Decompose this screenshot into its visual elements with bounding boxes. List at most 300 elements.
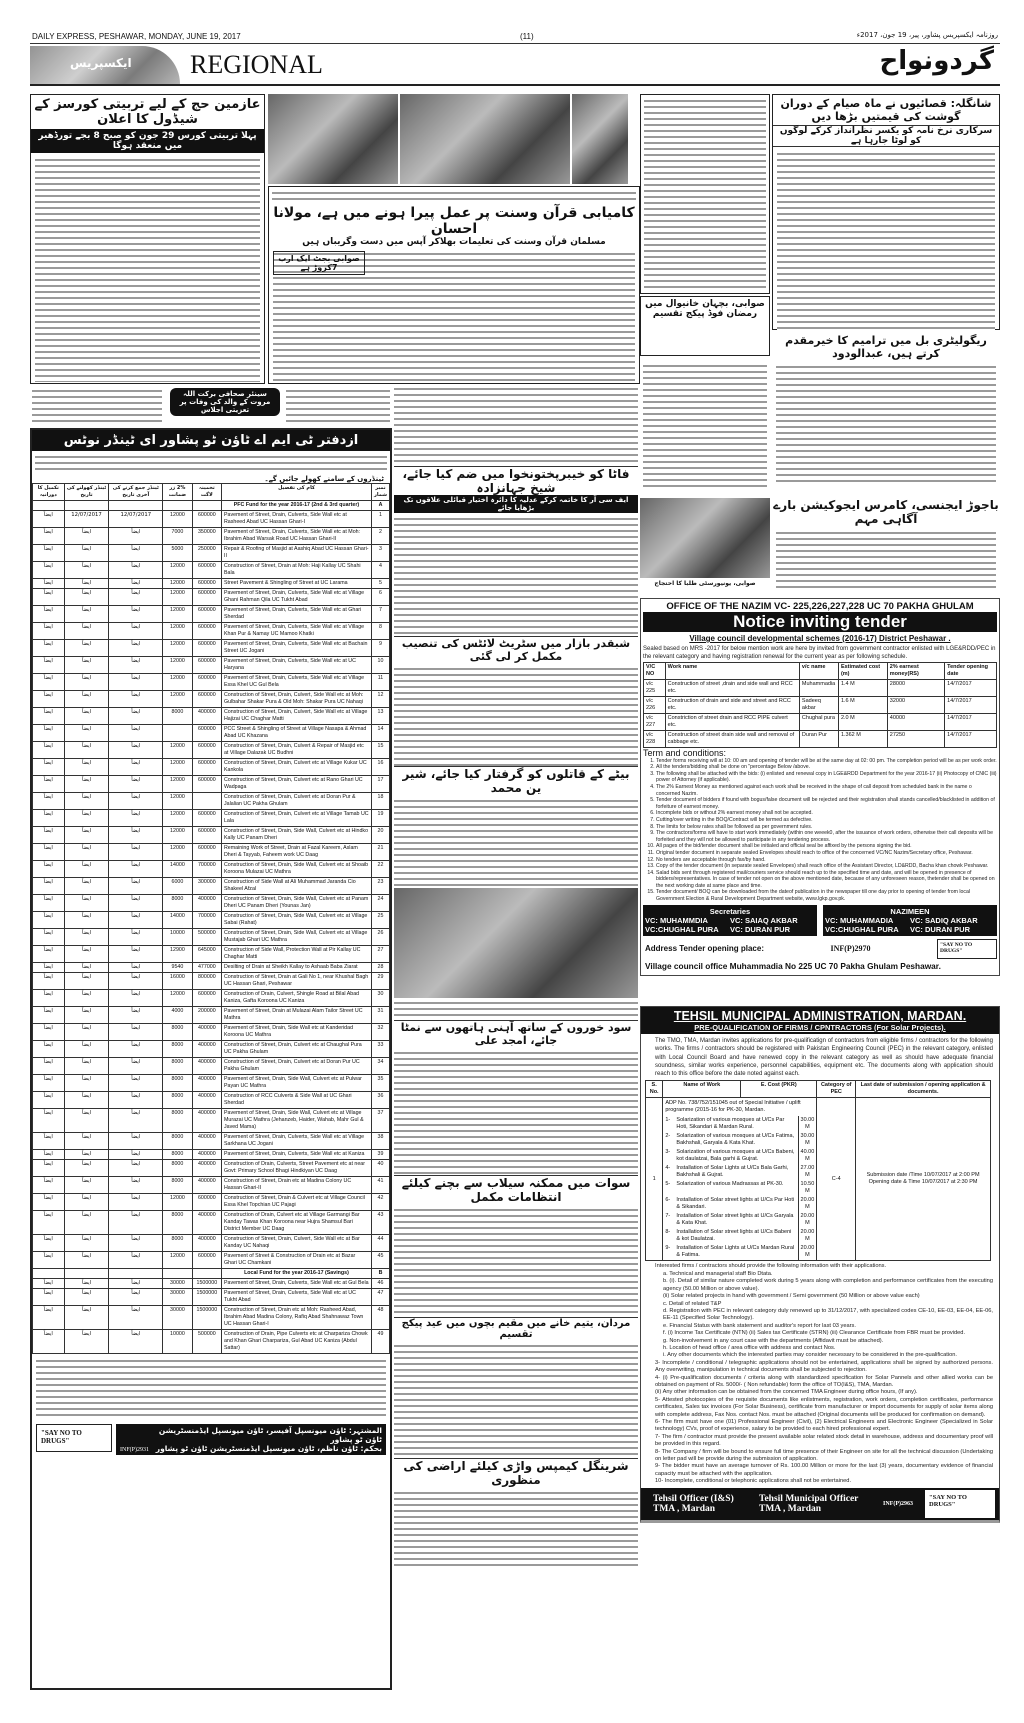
work-row (663, 1212, 816, 1228)
inf-number: INF(P)2963 (883, 1500, 913, 1507)
opening-date: ایضاً (64, 1075, 109, 1092)
term-item: 11. Original tender document in separate sealed Envelopes should reach to office of the concerned VC/NC Nazim/Secretary office, Peshawar. (656, 850, 997, 857)
column-header: 2% earnest money(RS) (887, 662, 944, 679)
opening-date: ایضاً (64, 1024, 109, 1041)
notice-title: ازدفتر ٹی ایم اے ٹاؤن ٹو پشاور ای ٹینڈر نوٹس (32, 430, 390, 451)
column-header: نمبر شمار (371, 484, 389, 501)
work-name: Construction of Drain, Pipe Culverts etc at Charpariza Chowk and Khan Ghari Charpariza, Gul Abad UC Kaniza (Abdul Sattar) (221, 1330, 371, 1354)
vc-name: Duran Pur (799, 730, 838, 747)
earnest-money: 10000 (163, 929, 193, 946)
work-row (663, 1180, 816, 1196)
completion-period: ایضاً (33, 1058, 65, 1075)
table-row (33, 1211, 390, 1235)
work-row (663, 1196, 816, 1212)
headline: عازمین حج کے لیے تربیتی کورسز کے شیڈول کا اعلان (34, 97, 261, 127)
opening-date: ایضاً (64, 1041, 109, 1058)
row-number: 25 (371, 912, 389, 929)
earnest-money: 8000 (163, 708, 193, 725)
submission-date: ایضاً (109, 623, 163, 640)
opening-date: ایضاً (64, 725, 109, 742)
earnest-money: 12000 (163, 623, 193, 640)
completion-period: ایضاً (33, 1289, 65, 1306)
estimated-cost: 600000 (192, 623, 221, 640)
work-number: 8- (665, 1229, 671, 1236)
vc-number: v/c 228 (644, 730, 666, 747)
work-name: Construction of Street, Drain, Culvert etc at Doran Pur UC Pakha Ghulam (221, 1058, 371, 1075)
earnest-money: 8000 (163, 1041, 193, 1058)
opening-date: ایضاً (64, 1289, 109, 1306)
row-number: 12 (371, 691, 389, 708)
submission-date: ایضاً (109, 759, 163, 776)
vc-number: v/c 227 (644, 713, 666, 730)
work-number: 6- (665, 1197, 671, 1204)
earnest-money: 12000 (163, 759, 193, 776)
work-name: Street Pavement & Shingling of Street at UC Larama (221, 579, 371, 589)
completion-period: ایضاً (33, 946, 65, 963)
table-row (33, 674, 390, 691)
completion-period: ایضاً (33, 589, 65, 606)
completion-period: ایضاً (33, 990, 65, 1007)
subheadline: پہلا تربیتی کورس 29 جون کو صبح 8 بجے تورڈھیر میں منعقد ہوگا (31, 129, 264, 153)
column-header: Work name (665, 662, 799, 679)
table-row (33, 1058, 390, 1075)
column-header: Name of Work (663, 1081, 741, 1098)
estimated-cost: 477000 (192, 963, 221, 973)
opening-date: ایضاً (64, 990, 109, 1007)
work-name: Construction of street ,drain and side wall and RCC etc. (665, 679, 799, 696)
completion-period: ایضاً (33, 1177, 65, 1194)
work-name: Pavement of Street, Drain, Culverts, Side Wall etc at Village Ghani Rahman Qila UC Tukht Abad (221, 589, 371, 606)
earnest-money: 12000 (163, 742, 193, 759)
submission-date: ایضاً (109, 810, 163, 827)
work-name: PCC Street & Shingling of Street at Village Nasapa & Ahmad Abad UC Khazana (221, 725, 371, 742)
estimated-cost: 350000 (192, 528, 221, 545)
opening-date: ایضاً (64, 844, 109, 861)
notice-inviting-tender (640, 598, 1000, 976)
opening-date: ایضاً (64, 827, 109, 844)
completion-period: ایضاً (33, 1252, 65, 1269)
submission-date: ایضاً (109, 1160, 163, 1177)
work-row (663, 1132, 816, 1148)
clause-item: 10- Incomplete, conditional or telephonic applications shall not be entertained. (655, 1478, 852, 1485)
submission-date: ایضاً (109, 827, 163, 844)
table-row (644, 713, 997, 730)
row-number: 14 (371, 725, 389, 742)
page-number: (11) (520, 32, 534, 41)
opening-date: ایضاً (64, 708, 109, 725)
estimated-cost: 600000 (192, 1194, 221, 1211)
completion-period: ایضاً (33, 963, 65, 973)
completion-period: ایضاً (33, 562, 65, 579)
earnest-money: 14000 (163, 861, 193, 878)
earnest-money (163, 725, 193, 742)
completion-period: ایضاً (33, 708, 65, 725)
row-number: 2 (371, 528, 389, 545)
completion-period: ایضاً (33, 545, 65, 562)
earnest-money: 12000 (163, 657, 193, 674)
opening-date: ایضاً (64, 606, 109, 623)
table-row (33, 1279, 390, 1289)
work-name: Construction of Street, Drain at Gali No 1, near Khushal Bagh UC Hassan Ghari, Peshawar (221, 973, 371, 990)
opening-date: ایضاً (64, 1252, 109, 1269)
serial-cell: 1 (646, 1098, 663, 1261)
article-senior (30, 386, 392, 426)
row-number: 27 (371, 946, 389, 963)
advertiser-block (116, 1424, 386, 1455)
column-header: کام کی تفصیل (221, 484, 371, 501)
work-name: Pavement of Street, Drain, Culverts, Side Wall etc at Rasheed Abad UC Hassan Ghari-I (221, 511, 371, 528)
table-row (33, 1024, 390, 1041)
completion-period: ایضاً (33, 973, 65, 990)
row-number: 7 (371, 606, 389, 623)
row-number: 18 (371, 793, 389, 810)
opening-date: ایضاً (64, 1007, 109, 1024)
column-header: Last date of submission / opening application & documents. (856, 1081, 991, 1098)
address-row (643, 938, 997, 960)
completion-period: ایضاً (33, 861, 65, 878)
row-number: 45 (371, 1252, 389, 1269)
submission-date: ایضاً (109, 1007, 163, 1024)
column-header: v/c name (799, 662, 838, 679)
submission-date: ایضاً (109, 1075, 163, 1092)
news-photo (640, 498, 770, 578)
completion-period: ایضاً (33, 929, 65, 946)
row-number: 24 (371, 895, 389, 912)
opening-date: ایضاً (64, 640, 109, 657)
article-quran (268, 186, 640, 384)
work-name: Pavement of Street, Drain, Culverts, Side Wall etc at UC Tukht Abad (221, 1289, 371, 1306)
table-row (33, 1306, 390, 1330)
completion-period: ایضاً (33, 742, 65, 759)
submission-date: ایضاً (109, 1289, 163, 1306)
tma-mardan-notice (640, 1006, 1000, 1523)
term-item: 3. The following shall be attached with the bids: (i) enlisted and renewal copy in LGE&RDD Department for the year 2016-17 (ii) Photocopy of CNIC (iii) power of Attorney (if applicable). (656, 771, 997, 784)
submission-date: ایضاً (109, 1252, 163, 1269)
table-row (33, 606, 390, 623)
work-name: Installation of Solar Lights at U/Cs Mardan Rural & Fatima. (676, 1245, 795, 1259)
table-row (33, 759, 390, 776)
headline: کامیابی قرآن وسنت پر عمل پیرا ہونے میں ہے، مولانا احسان (273, 205, 635, 237)
work-row (663, 1148, 816, 1164)
headline: سوات میں ممکنہ سیلاب سے بچنے کیلئے انتظامات مکمل (394, 1175, 638, 1204)
estimated-cost: 500000 (192, 929, 221, 946)
earnest-money: 12000 (163, 1194, 193, 1211)
clause-item: 8- The Company / firm will be bound to ensure full time presence of their Engineer on site for all the technical discussion (Undertaking on letter pad will be provide during the submission of application. (655, 1448, 993, 1463)
nazim-name: VC: MUHAMMADIA (825, 915, 894, 925)
terms-title: Term and conditions: (643, 747, 727, 758)
row-number: 32 (371, 1024, 389, 1041)
estimated-cost: 1500000 (192, 1289, 221, 1306)
work-name: Construction of Street, Drain, Culvert, Side Wall etc at Village Hajizai UC Chaghar Matti (221, 708, 371, 725)
earnest-money: 8000 (163, 1160, 193, 1177)
secretaries-block (643, 905, 817, 936)
row-number: 40 (371, 1160, 389, 1177)
headline: بیٹے کے قاتلوں کو گرفتار کیا جائے، شیر ین محمد (394, 766, 638, 795)
earnest-money: 12000 (163, 511, 193, 528)
submission-date: ایضاً (109, 1109, 163, 1133)
estimated-cost: 200000 (192, 1007, 221, 1024)
earnest-money: 8000 (163, 1058, 193, 1075)
say-no-to-drugs-badge: "SAY NO TO DRUGS" (925, 1490, 995, 1518)
row-number: 3 (371, 545, 389, 562)
estimated-cost: 600000 (192, 759, 221, 776)
term-item: 9. The contractors/forms will have to start work immediately (within one weeek0, after the issuance of work orders, otherwise their call deposits will be forfeited and they will not be allowed to participate in any tendering process. (656, 830, 997, 843)
estimated-cost: 800000 (192, 973, 221, 990)
earnest-money: 7000 (163, 528, 193, 545)
completion-period: ایضاً (33, 878, 65, 895)
estimated-cost: 400000 (192, 1150, 221, 1160)
earnest-money: 30000 (163, 1279, 193, 1289)
completion-period: ایضاً (33, 793, 65, 810)
earnest-money: 12000 (163, 990, 193, 1007)
row-number: 8 (371, 623, 389, 640)
submission-date: ایضاً (109, 1133, 163, 1150)
article-swabi-food (640, 296, 770, 356)
table-row (33, 963, 390, 973)
opening-date: 14/7/2017 (945, 730, 997, 747)
opening-date: ایضاً (64, 623, 109, 640)
estimated-cost: 1.362 M (838, 730, 887, 747)
headline: فاٹا کو خیبرپختونخوا میں ضم کیا جائے، شیخ جہانزادہ (394, 466, 638, 495)
empty-cell (109, 501, 163, 511)
table-row (33, 973, 390, 990)
opening-date: ایضاً (64, 810, 109, 827)
opening-date: ایضاً (64, 674, 109, 691)
row-number: 11 (371, 674, 389, 691)
row-number: 34 (371, 1058, 389, 1075)
submission-date: ایضاً (109, 844, 163, 861)
row-number: 21 (371, 844, 389, 861)
works-table (32, 483, 390, 1354)
estimated-cost: 400000 (192, 895, 221, 912)
estimated-cost: 600000 (192, 511, 221, 528)
table-row (33, 511, 390, 528)
secretary-name: VC: MUHAMMDIA (645, 915, 708, 925)
row-number: 30 (371, 990, 389, 1007)
column-header: 2% زر ضمانت (163, 484, 193, 501)
work-name: Pavement of Street & Construction of Drain etc at Bazar Ghari UC Chamkani (221, 1252, 371, 1269)
subheadline: مسلمان قرآن وسنت کی تعلیمات بھلاکر آپس میں دست وگریباں ہیں (302, 237, 606, 247)
work-name: Installation of Solar street lights at U/Cs Garyala & Kata Khat. (676, 1213, 794, 1227)
headline: شانگلہ: قصائیوں نے ماہ صیام کے دوران گوشت کی قیمتیں بڑھا دیں (780, 97, 992, 123)
opening-date: ایضاً (64, 1133, 109, 1150)
work-number: 2- (665, 1133, 671, 1140)
estimated-cost: 600000 (192, 579, 221, 589)
completion-period: ایضاً (33, 725, 65, 742)
article-shangla (772, 94, 1000, 330)
earnest-money: 12000 (163, 844, 193, 861)
estimated-cost: 600000 (192, 562, 221, 579)
work-name: Construction of Street, Drain, Side Wall, Culvert etc at Shoaib Koroona Mulazai UC Mathra (221, 861, 371, 878)
row-number: 17 (371, 776, 389, 793)
opening-date: 14/7/2017 (945, 679, 997, 696)
submission-date: ایضاً (109, 1194, 163, 1211)
completion-period: ایضاً (33, 674, 65, 691)
estimated-cost: 645000 (192, 946, 221, 963)
opening-date: ایضاً (64, 929, 109, 946)
term-item: 12. No tenders are acceptable through fax/by hand. (656, 857, 997, 864)
work-cost: 20.00 M (798, 1196, 816, 1212)
submission-date: ایضاً (109, 1211, 163, 1235)
earnest-money: 40000 (887, 713, 944, 730)
table-row (33, 1150, 390, 1160)
notice-footer (32, 1422, 390, 1459)
submission-date: ایضاً (109, 1177, 163, 1194)
work-name: Pavement of Street, Drain, Culverts, Side Wall etc at UC Haryana (221, 657, 371, 674)
work-name: Construction of Street, Drain, Culvert etc at Village Kukar UC Kankola (221, 759, 371, 776)
empty-cell (64, 1269, 109, 1279)
table-row (33, 1075, 390, 1092)
estimated-cost: 600000 (192, 640, 221, 657)
row-number: 26 (371, 929, 389, 946)
submission-date: ایضاً (109, 1306, 163, 1330)
term-item: 15. Tender document/ BOQ can be downloaded from the dateof publication in the newspaper till one day prior to opening of tender from local Government Election & Rural Development Department website, www.lgkp.gov.pk. (656, 889, 997, 902)
row-number: 39 (371, 1150, 389, 1160)
row-number: 9 (371, 640, 389, 657)
notice-title: Notice inviting tender (643, 612, 997, 632)
row-number: 47 (371, 1289, 389, 1306)
work-name: Construction of Drain, Culvert, Shingle Road at Bilal Abad Kaniza, Gafta Koroona UC Kaniza (221, 990, 371, 1007)
estimated-cost: 400000 (192, 1133, 221, 1150)
opening-date: ایضاً (64, 742, 109, 759)
empty-cell (109, 1269, 163, 1279)
table-row (33, 776, 390, 793)
column-header: Category of PEC (817, 1081, 856, 1098)
table-row (33, 1092, 390, 1109)
work-name: Solarization of various Madrassas at PK-30. (676, 1181, 784, 1188)
middle-news-column (394, 386, 638, 1686)
estimated-cost: 400000 (192, 1058, 221, 1075)
table-row (33, 895, 390, 912)
row-number: 37 (371, 1109, 389, 1133)
work-name: Pavement of Street, Drain, Culverts, Side Wall etc at Bachain Street UC Jogani (221, 640, 371, 657)
work-name: Installation of Solar street lights at U/Cs Par Hoti & Sikandari. (676, 1197, 795, 1211)
completion-period: ایضاً (33, 623, 65, 640)
table-row (33, 579, 390, 589)
estimated-cost: 600000 (192, 674, 221, 691)
submission-date: ایضاً (109, 691, 163, 708)
work-row (663, 1244, 816, 1260)
work-name: Construction of Side Wall at Ali Muhammad Jaranda Cio Shakeel Afzal (221, 878, 371, 895)
requirement-item: i. Any other documents which the interested parties may consider necessary to be considered in the pre-qualification. (663, 1352, 958, 1359)
estimated-cost: 400000 (192, 1235, 221, 1252)
completion-period: ایضاً (33, 1235, 65, 1252)
table-row (33, 589, 390, 606)
estimated-cost: 600000 (192, 1252, 221, 1269)
submission-date: ایضاً (109, 674, 163, 691)
opening-date: ایضاً (64, 1211, 109, 1235)
opening-date: ایضاً (64, 776, 109, 793)
work-name: Construction of Street, Drain, Culvert & Repair of Masjid etc at Village Dalazak UC Budhni (221, 742, 371, 759)
estimated-cost: 700000 (192, 861, 221, 878)
row-number: 19 (371, 810, 389, 827)
work-number: 1- (665, 1117, 671, 1124)
submission-date: ایضاً (109, 1041, 163, 1058)
submission-date: 12/07/2017 (109, 511, 163, 528)
requirement-item: b. (i). Detail of similar nature completed work during 5 years along with completion and performance certificates from the executing agency (50.00 Million or above value). (663, 1278, 993, 1292)
clause-item: 7- The firm / contractor must provide the present available solar related stock detail in warehouse, address and documentary proof will be provided in this regard. (655, 1433, 993, 1448)
nazimeen-block (823, 905, 997, 936)
signature-block (641, 1488, 999, 1520)
work-cost: 30.00 M (798, 1132, 816, 1148)
table-row (33, 545, 390, 562)
work-cost: 10.50 M (798, 1180, 816, 1196)
say-no-to-drugs-badge: "SAY NO TO DRUGS" (937, 939, 997, 959)
row-number: 38 (371, 1133, 389, 1150)
requirement-item: h. Location of head office / area office with address and contact Nos. (663, 1344, 836, 1351)
work-name: Construction of Street, Drain, Culvert, Side Wall etc at Bar Kanday UC Nahaqi (221, 1235, 371, 1252)
work-name: Pavement of Street, Drain, Side Wall etc at Kanderidad Koroona UC Mathra (221, 1024, 371, 1041)
work-cost: 20.00 M (798, 1244, 816, 1260)
row-number: 42 (371, 1194, 389, 1211)
express-logo: ایکسپریس (30, 46, 180, 84)
opening-date: ایضاً (64, 562, 109, 579)
clause-item: 6- The firm must have one (01) Professional Engineer (Civil), (2) Electrical Engineers and Electronic Engineer (Specialized in Solar technology) CVs, proof of experience, salary to be provided to each hired professional expert. (655, 1419, 993, 1433)
work-name: Repair & Roofing of Masjid at Aashiq Abad UC Hassan Ghari-II (221, 545, 371, 562)
completion-period: ایضاً (33, 1092, 65, 1109)
column-header: E. Cost (PKR) (741, 1081, 817, 1098)
estimated-cost: 400000 (192, 1211, 221, 1235)
completion-period: ایضاً (33, 528, 65, 545)
row-number: 1 (371, 511, 389, 528)
works-table (645, 1080, 991, 1261)
submission-date: ایضاً (109, 946, 163, 963)
section-title-ur: گردونواح (879, 46, 994, 76)
category-cell: C-4 (817, 1098, 856, 1261)
completion-period: ایضاً (33, 827, 65, 844)
work-cost: 30.00 M (798, 1116, 816, 1132)
completion-period: ایضاً (33, 759, 65, 776)
earnest-money: 12900 (163, 946, 193, 963)
submission-date: ایضاً (109, 793, 163, 810)
work-name: Construction of Street, Drain, Culvert etc at Chaughal Pura UC Pakha Ghulam (221, 1041, 371, 1058)
estimated-cost: 1.4 M (838, 679, 887, 696)
term-item: 8. The limits for below rates shall be followed as per government rules. (656, 824, 997, 831)
earnest-money: 8000 (163, 1075, 193, 1092)
work-number: 5- (665, 1181, 671, 1188)
clause-item: 9- The bidder must have an average turnover of Rs. 100.00 Million or more for the last (3) years, documentary evidence of financial capacity must be attached with the application. (655, 1463, 993, 1477)
article-regulatory (772, 334, 1000, 494)
opening-date: ایضاً (64, 1235, 109, 1252)
article-swabi (640, 94, 770, 294)
opening-date: ایضاً (64, 528, 109, 545)
requirement-item: f. (i) Income Tax Certificate (NTN) (ii) Sales tax Certificate (STRN) (iii) Clearance Certificate from FBR must be provided. (663, 1330, 966, 1337)
table-row (33, 793, 390, 810)
completion-period: ایضاً (33, 1279, 65, 1289)
submission-date: ایضاً (109, 579, 163, 589)
earnest-money: 30000 (163, 1289, 193, 1306)
empty-cell (33, 1269, 65, 1279)
work-name: Construction of street drain side wall and removal of cabbage etc. (665, 730, 799, 747)
column-header: S. No. (646, 1081, 663, 1098)
estimated-cost: 600000 (192, 589, 221, 606)
table-row (33, 562, 390, 579)
row-number: 36 (371, 1092, 389, 1109)
opening-date: 12/07/2017 (64, 511, 109, 528)
opening-date: ایضاً (64, 793, 109, 810)
table-row (33, 1235, 390, 1252)
submission-date: ایضاً (109, 640, 163, 657)
estimated-cost: 600000 (192, 691, 221, 708)
secretary-name: VC: DURAN PUR (730, 924, 790, 934)
column-header: تکمیل کا دورانیہ (33, 484, 65, 501)
advertiser-line: المشتہر: ٹاؤن میونسپل آفیسر، ٹاؤن میونسپل ایڈمنسٹریشن ٹاؤن ٹو پشاور (158, 1426, 382, 1444)
completion-period: ایضاً (33, 844, 65, 861)
completion-period: ایضاً (33, 1330, 65, 1354)
earnest-money: 8000 (163, 1133, 193, 1150)
submission-date: ایضاً (109, 657, 163, 674)
table-row (33, 1041, 390, 1058)
